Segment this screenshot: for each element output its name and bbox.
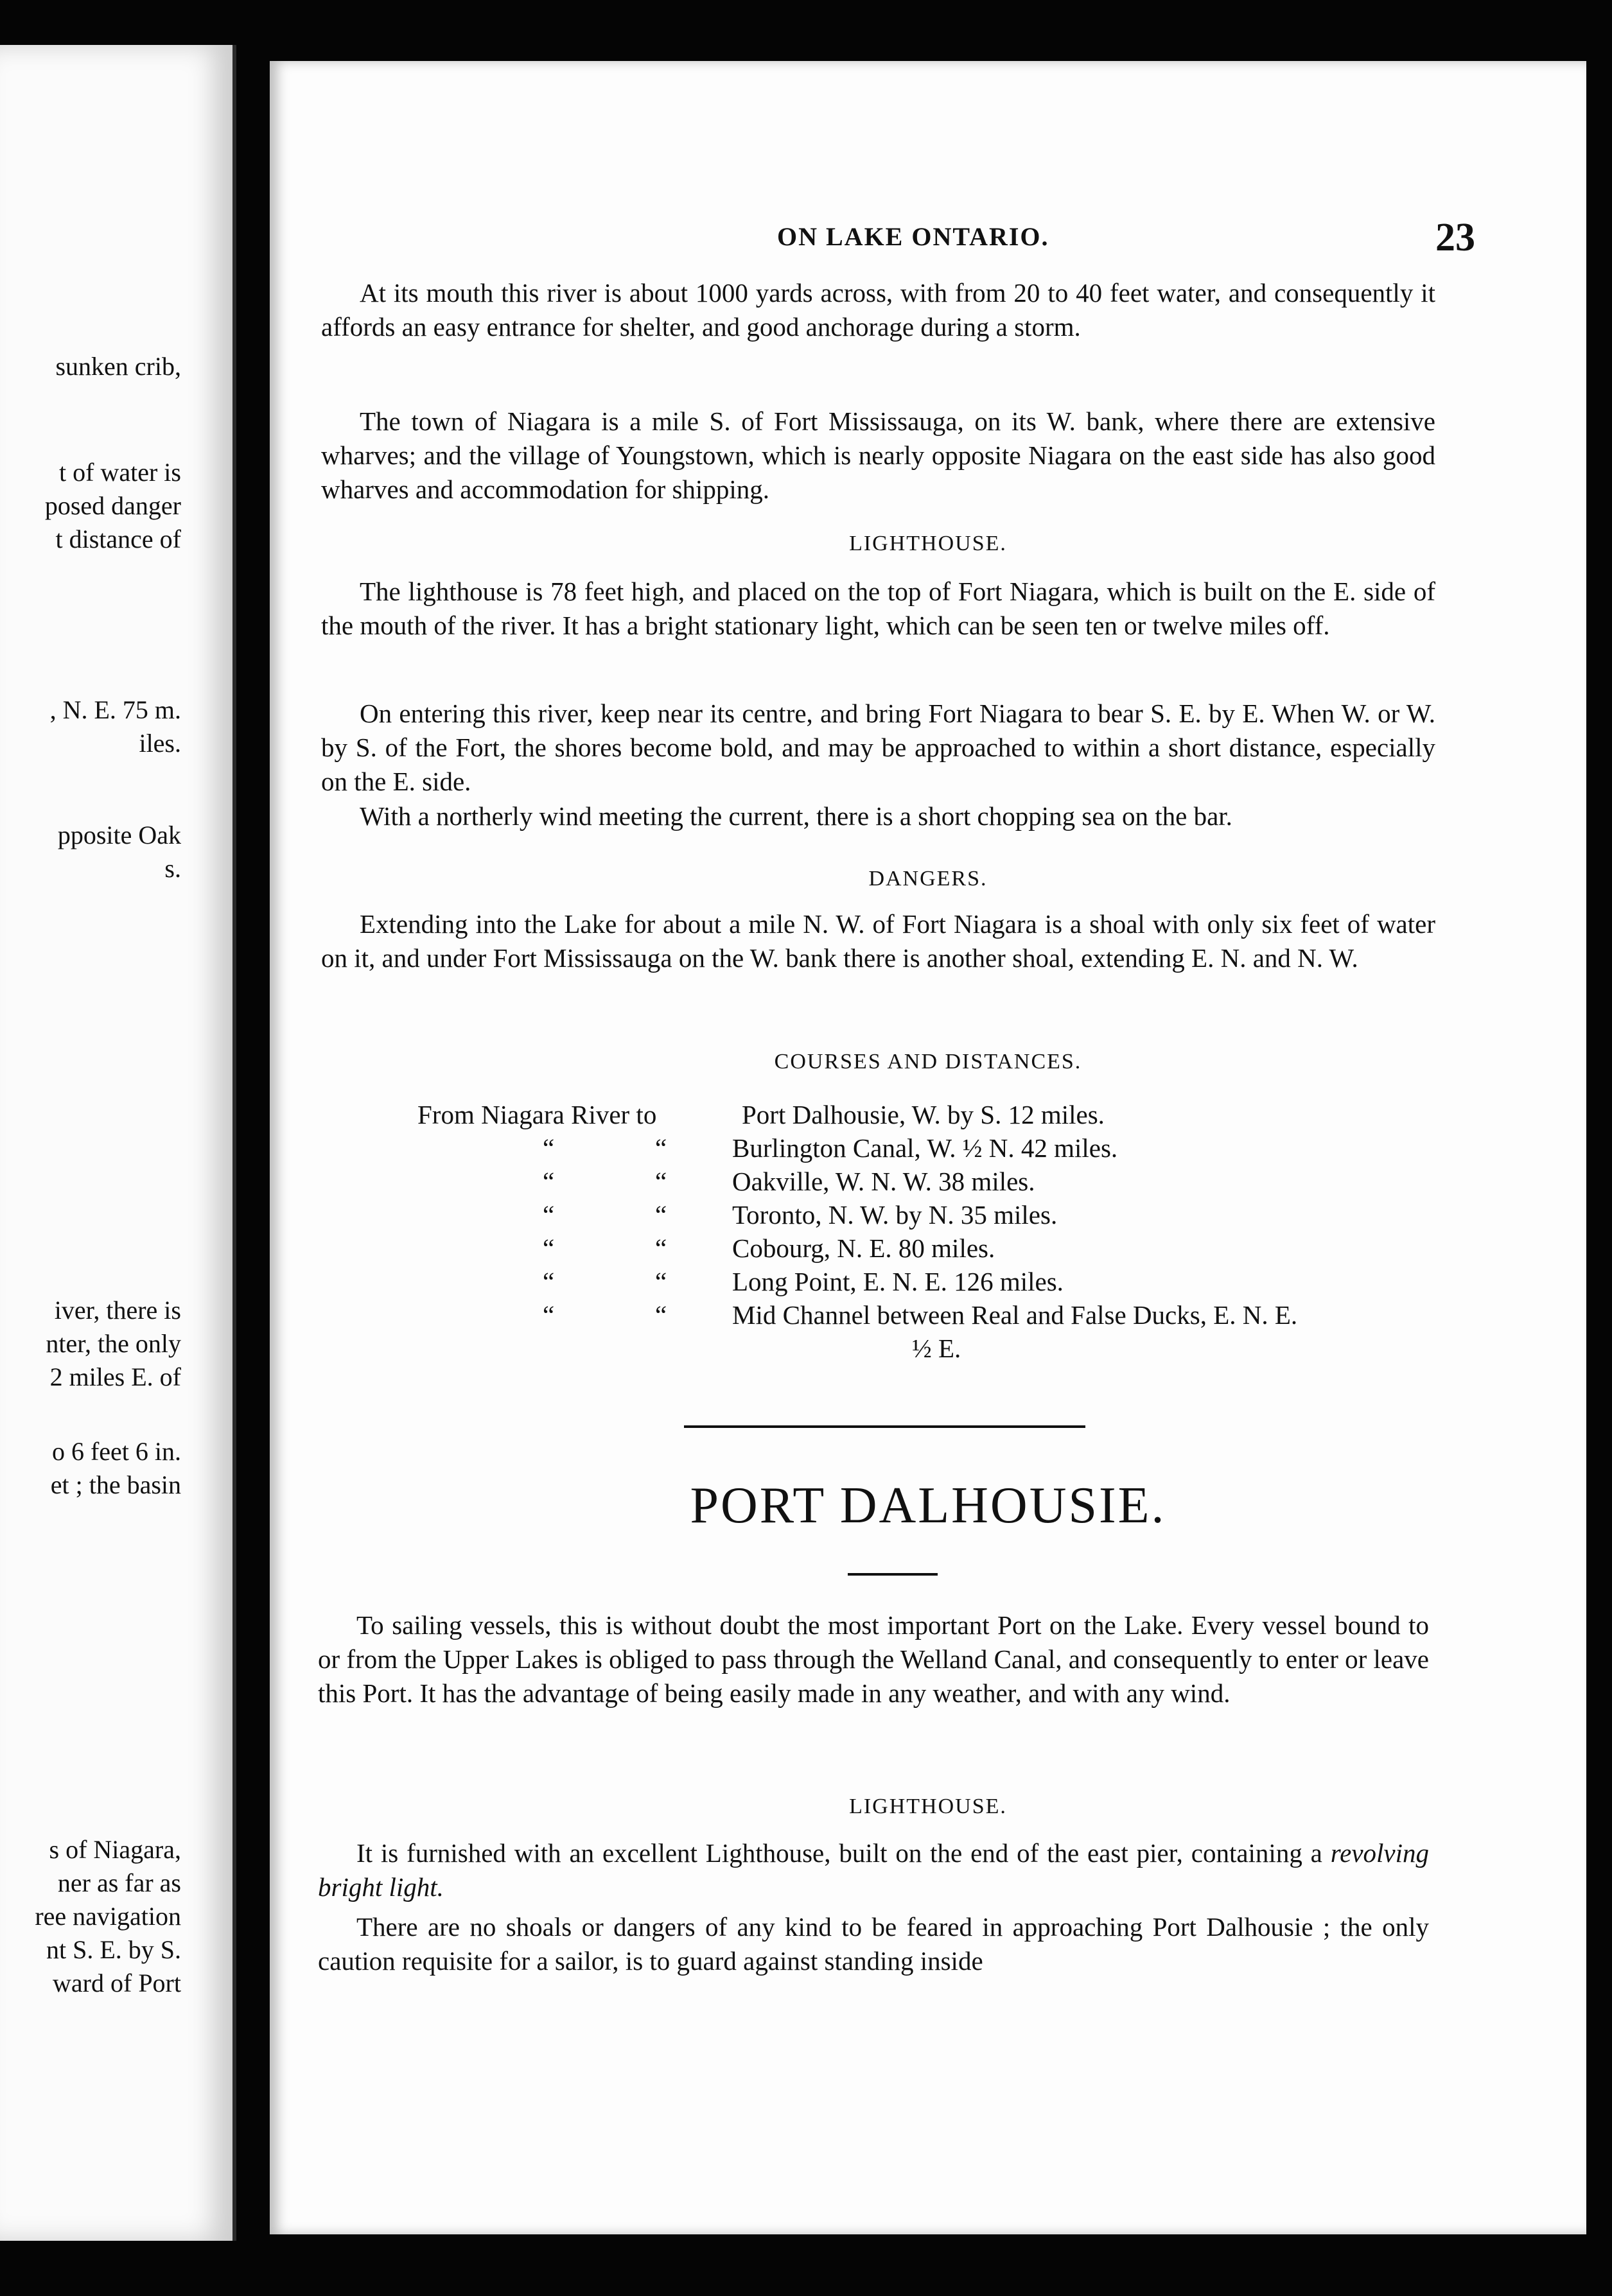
left-line: s of Niagara, xyxy=(49,1835,181,1864)
ditto-mark: “ xyxy=(543,1267,555,1296)
paragraph-text: With a northerly wind meeting the current, there is a short chopping sea on the bar. xyxy=(360,801,1232,831)
left-line: iver, there is xyxy=(54,1296,181,1325)
course-row xyxy=(417,1131,1509,1165)
paragraph xyxy=(318,1910,1429,1978)
previous-page-fragment xyxy=(0,45,236,2241)
left-line: sunken crib, xyxy=(55,352,181,381)
running-title: ON LAKE ONTARIO. xyxy=(777,222,1049,251)
ditto-mark: “ xyxy=(543,1233,555,1263)
paragraph xyxy=(321,276,1435,344)
paragraph xyxy=(321,575,1435,643)
paragraph-text: Extending into the Lake for about a mile N. W. of Fort Niagara is a shoal with only six feet of water on it, and under Fort Mississauga on the W. bank there is another shoal, extending E. N. and N. W. xyxy=(321,909,1435,973)
short-divider-rule xyxy=(848,1573,938,1576)
section-heading: COURSES AND DISTANCES. xyxy=(774,1050,1082,1074)
left-line: et ; the basin xyxy=(50,1470,181,1499)
course-row xyxy=(417,1265,1509,1298)
ditto-mark: “ xyxy=(655,1200,667,1230)
paragraph-text: The lighthouse is 78 feet high, and placed on the top of Fort Niagara, which is built on the E. side of the mouth of the river. It has a bright stationary light, which can be seen ten or twelve miles off. xyxy=(321,577,1435,640)
paragraph-text: The town of Niagara is a mile S. of Fort Mississauga, on its W. bank, where there are extensive wharves; and the village of Youngstown, which is nearly opposite Niagara on the east side has also good wharves and accommodation for shipping. xyxy=(321,406,1435,504)
paragraph xyxy=(321,404,1435,507)
ditto-mark: “ xyxy=(543,1133,555,1163)
paragraph-text xyxy=(318,1836,1429,1904)
course-row xyxy=(417,1165,1509,1198)
ditto-mark: “ xyxy=(655,1167,667,1196)
courses-table xyxy=(417,1098,1509,1365)
course-row xyxy=(417,1231,1509,1265)
ditto-mark: “ xyxy=(655,1300,667,1330)
paragraph xyxy=(321,799,1435,833)
left-line: t of water is xyxy=(59,458,181,487)
ditto-mark: “ xyxy=(655,1133,667,1163)
course-row xyxy=(417,1098,1509,1131)
ditto-mark: “ xyxy=(655,1233,667,1263)
divider-rule xyxy=(684,1425,1085,1428)
paragraph xyxy=(318,1608,1429,1710)
left-line: o 6 feet 6 in. xyxy=(51,1437,181,1466)
course-row xyxy=(417,1332,1509,1365)
paragraph-text: To sailing vessels, this is without doubt the most important Port on the Lake. Every vessel bound to or from the Upper Lakes is obliged to pass through the Welland Canal, and consequently to enter or leave this Port. It has the advantage of being easily made in any weather, and with any wind. xyxy=(318,1610,1429,1708)
left-line: pposite Oak xyxy=(57,821,181,849)
left-line: nt S. E. by S. xyxy=(46,1935,181,1964)
left-line: iles. xyxy=(139,729,181,758)
paragraph-text: At its mouth this river is about 1000 yards across, with from 20 to 40 feet water, and consequently it affords an easy entrance for shelter, and good anchorage during a storm. xyxy=(321,278,1435,342)
course-destination: Port Dalhousie, W. by S. 12 miles. xyxy=(742,1100,1105,1129)
paragraph-text: On entering this river, keep near its centre, and bring Fort Niagara to bear S. E. by E. When W. or W. by S. of the Fort, the shores become bold, and may be approached to within a short distance, especially on the E. side. xyxy=(321,699,1435,796)
italic-text: revolving bright light. xyxy=(318,1838,1429,1902)
left-line: t distance of xyxy=(55,525,181,553)
running-header xyxy=(270,216,1586,260)
ditto-mark: “ xyxy=(543,1300,555,1330)
left-line: posed danger xyxy=(44,491,181,520)
left-line: ward of Port xyxy=(53,1969,181,1997)
left-line: nter, the only xyxy=(46,1329,181,1358)
page-number: 23 xyxy=(1435,216,1475,259)
paragraph-text-start: It is furnished with an excellent Lighthouse, built on the end of the east pier, containing a xyxy=(356,1838,1331,1868)
section-heading: LIGHTHOUSE. xyxy=(849,532,1007,555)
course-destination: ½ E. xyxy=(912,1334,961,1363)
paragraph xyxy=(318,1836,1429,1904)
ditto-mark: “ xyxy=(543,1200,555,1230)
ditto-mark: “ xyxy=(543,1167,555,1196)
left-line: ner as far as xyxy=(57,1868,181,1897)
ditto-mark: “ xyxy=(655,1267,667,1296)
book-page xyxy=(270,61,1586,2234)
left-line: s. xyxy=(164,854,181,883)
section-heading: LIGHTHOUSE. xyxy=(849,1795,1007,1818)
course-destination: Oakville, W. N. W. 38 miles. xyxy=(732,1167,1035,1196)
left-line: ree navigation xyxy=(35,1902,181,1931)
course-destination: Toronto, N. W. by N. 35 miles. xyxy=(732,1200,1058,1230)
left-line: , N. E. 75 m. xyxy=(49,695,181,724)
course-from: From Niagara River to xyxy=(417,1100,657,1129)
course-destination: Long Point, E. N. E. 126 miles. xyxy=(732,1267,1064,1296)
paragraph-text: There are no shoals or dangers of any kind to be feared in approaching Port Dalhousie ; the only caution requisite for a sailor, is to guard against standing inside xyxy=(318,1912,1429,1976)
course-destination: Cobourg, N. E. 80 miles. xyxy=(732,1233,995,1263)
course-row xyxy=(417,1198,1509,1231)
section-title: PORT DALHOUSIE. xyxy=(690,1477,1166,1534)
paragraph xyxy=(321,907,1435,975)
course-row xyxy=(417,1298,1509,1332)
course-destination: Burlington Canal, W. ½ N. 42 miles. xyxy=(732,1133,1118,1163)
section-heading: DANGERS. xyxy=(868,867,988,891)
left-line: 2 miles E. of xyxy=(49,1362,181,1391)
course-destination: Mid Channel between Real and False Ducks, E. N. E. xyxy=(732,1300,1298,1330)
paragraph xyxy=(321,697,1435,799)
